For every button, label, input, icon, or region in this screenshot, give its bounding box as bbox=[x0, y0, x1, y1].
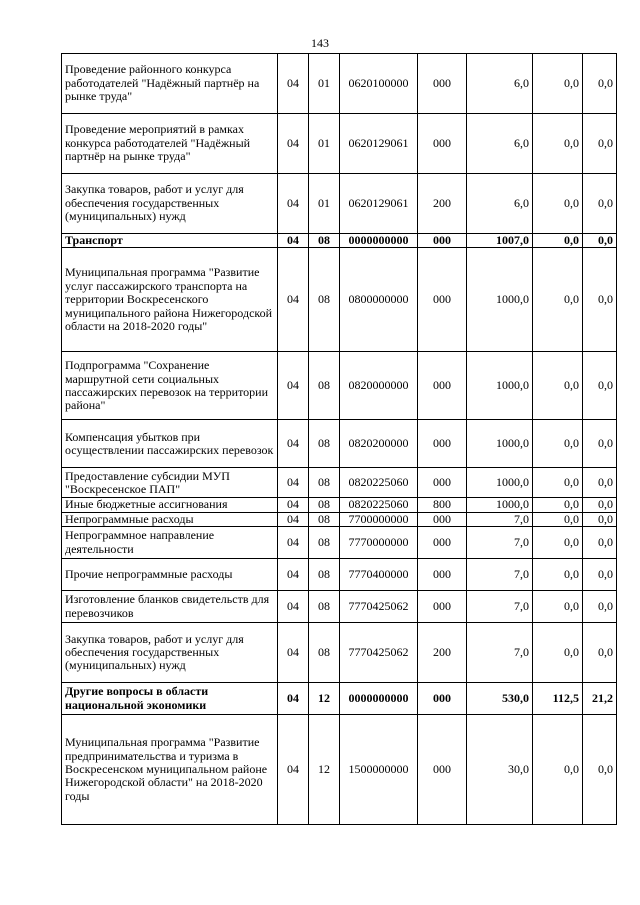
target-article-cell: 7770400000 bbox=[340, 559, 418, 591]
table-row bbox=[62, 174, 617, 234]
amount-planned-cell: 1000,0 bbox=[467, 468, 533, 498]
section-code-cell: 04 bbox=[278, 498, 309, 512]
amount-planned-cell: 1000,0 bbox=[467, 248, 533, 352]
section-code-cell: 04 bbox=[278, 114, 309, 174]
expense-name-cell: Транспорт bbox=[62, 234, 278, 248]
table-row bbox=[62, 420, 617, 468]
percent-cell: 0,0 bbox=[583, 54, 617, 114]
section-code-cell: 04 bbox=[278, 683, 309, 715]
section-code-cell: 04 bbox=[278, 591, 309, 623]
page-number: 143 bbox=[311, 36, 329, 50]
target-article-cell: 0820200000 bbox=[340, 420, 418, 468]
expense-type-cell: 000 bbox=[418, 559, 467, 591]
amount-planned-cell: 30,0 bbox=[467, 715, 533, 825]
section-code-cell: 04 bbox=[278, 234, 309, 248]
expense-name-cell: Предоставление субсидии МУП "Воскресенское ПАП" bbox=[62, 468, 278, 498]
table-row bbox=[62, 527, 617, 559]
expense-name-cell: Иные бюджетные ассигнования bbox=[62, 498, 278, 512]
table-row bbox=[62, 234, 617, 248]
subsection-code-cell: 08 bbox=[309, 352, 340, 420]
expense-type-cell: 000 bbox=[418, 248, 467, 352]
amount-planned-cell: 7,0 bbox=[467, 623, 533, 683]
percent-cell: 0,0 bbox=[583, 468, 617, 498]
subsection-code-cell: 08 bbox=[309, 623, 340, 683]
amount-planned-cell: 7,0 bbox=[467, 527, 533, 559]
subsection-code-cell: 01 bbox=[309, 114, 340, 174]
target-article-cell: 1500000000 bbox=[340, 715, 418, 825]
expense-type-cell: 000 bbox=[418, 683, 467, 715]
section-code-cell: 04 bbox=[278, 352, 309, 420]
amount-planned-cell: 7,0 bbox=[467, 512, 533, 526]
table-row bbox=[62, 498, 617, 512]
table-row bbox=[62, 715, 617, 825]
percent-cell: 0,0 bbox=[583, 420, 617, 468]
section-code-cell: 04 bbox=[278, 54, 309, 114]
table-row bbox=[62, 54, 617, 114]
table-row bbox=[62, 559, 617, 591]
amount-planned-cell: 1000,0 bbox=[467, 498, 533, 512]
expense-type-cell: 000 bbox=[418, 234, 467, 248]
expense-name-cell: Муниципальная программа "Развитие услуг пассажирского транспорта на территории Воскресенского муниципального района Нижегородской области на 2018-2020 годы" bbox=[62, 248, 278, 352]
expense-name-cell: Компенсация убытков при осуществлении пассажирских перевозок bbox=[62, 420, 278, 468]
expense-name-cell: Закупка товаров, работ и услуг для обеспечения государственных (муниципальных) нужд bbox=[62, 623, 278, 683]
section-code-cell: 04 bbox=[278, 623, 309, 683]
percent-cell: 0,0 bbox=[583, 174, 617, 234]
target-article-cell: 0620129061 bbox=[340, 114, 418, 174]
target-article-cell: 0000000000 bbox=[340, 234, 418, 248]
section-code-cell: 04 bbox=[278, 174, 309, 234]
target-article-cell: 0620100000 bbox=[340, 54, 418, 114]
expense-name-cell: Подпрограмма "Сохранение маршрутной сети социальных пассажирских перевозок на территории района" bbox=[62, 352, 278, 420]
target-article-cell: 0800000000 bbox=[340, 248, 418, 352]
section-code-cell: 04 bbox=[278, 527, 309, 559]
subsection-code-cell: 12 bbox=[309, 683, 340, 715]
amount-executed-cell: 0,0 bbox=[533, 559, 583, 591]
amount-planned-cell: 1007,0 bbox=[467, 234, 533, 248]
subsection-code-cell: 08 bbox=[309, 559, 340, 591]
amount-executed-cell: 0,0 bbox=[533, 468, 583, 498]
expense-name-cell: Другие вопросы в области национальной экономики bbox=[62, 683, 278, 715]
target-article-cell: 0000000000 bbox=[340, 683, 418, 715]
amount-planned-cell: 6,0 bbox=[467, 54, 533, 114]
budget-table bbox=[61, 53, 617, 825]
amount-executed-cell: 0,0 bbox=[533, 420, 583, 468]
expense-name-cell: Муниципальная программа "Развитие предпринимательства и туризма в Воскресенском муниципальном районе Нижегородской области" на 2018-2020 годы bbox=[62, 715, 278, 825]
target-article-cell: 7770425062 bbox=[340, 623, 418, 683]
subsection-code-cell: 01 bbox=[309, 54, 340, 114]
amount-executed-cell: 0,0 bbox=[533, 114, 583, 174]
amount-planned-cell: 6,0 bbox=[467, 114, 533, 174]
percent-cell: 0,0 bbox=[583, 114, 617, 174]
target-article-cell: 0820000000 bbox=[340, 352, 418, 420]
amount-planned-cell: 1000,0 bbox=[467, 352, 533, 420]
percent-cell: 0,0 bbox=[583, 234, 617, 248]
expense-type-cell: 000 bbox=[418, 114, 467, 174]
expense-type-cell: 000 bbox=[418, 591, 467, 623]
expense-name-cell: Проведение районного конкурса работодателей "Надёжный партнёр на рынке труда" bbox=[62, 54, 278, 114]
target-article-cell: 0620129061 bbox=[340, 174, 418, 234]
table-row bbox=[62, 512, 617, 526]
percent-cell: 0,0 bbox=[583, 591, 617, 623]
expense-name-cell: Прочие непрограммные расходы bbox=[62, 559, 278, 591]
subsection-code-cell: 08 bbox=[309, 498, 340, 512]
percent-cell: 0,0 bbox=[583, 623, 617, 683]
expense-type-cell: 000 bbox=[418, 715, 467, 825]
amount-executed-cell: 0,0 bbox=[533, 54, 583, 114]
section-code-cell: 04 bbox=[278, 559, 309, 591]
section-code-cell: 04 bbox=[278, 248, 309, 352]
amount-executed-cell: 0,0 bbox=[533, 174, 583, 234]
amount-executed-cell: 0,0 bbox=[533, 498, 583, 512]
section-code-cell: 04 bbox=[278, 468, 309, 498]
amount-executed-cell: 0,0 bbox=[533, 234, 583, 248]
expense-type-cell: 000 bbox=[418, 420, 467, 468]
expense-type-cell: 800 bbox=[418, 498, 467, 512]
table-row bbox=[62, 114, 617, 174]
expense-name-cell: Непрограммное направление деятельности bbox=[62, 527, 278, 559]
amount-executed-cell: 0,0 bbox=[533, 352, 583, 420]
amount-planned-cell: 7,0 bbox=[467, 591, 533, 623]
subsection-code-cell: 12 bbox=[309, 715, 340, 825]
percent-cell: 0,0 bbox=[583, 715, 617, 825]
amount-planned-cell: 1000,0 bbox=[467, 420, 533, 468]
target-article-cell: 7770000000 bbox=[340, 527, 418, 559]
expense-type-cell: 000 bbox=[418, 468, 467, 498]
amount-executed-cell: 0,0 bbox=[533, 591, 583, 623]
expense-type-cell: 000 bbox=[418, 527, 467, 559]
expense-name-cell: Закупка товаров, работ и услуг для обеспечения государственных (муниципальных) нужд bbox=[62, 174, 278, 234]
percent-cell: 0,0 bbox=[583, 248, 617, 352]
expense-type-cell: 200 bbox=[418, 623, 467, 683]
amount-executed-cell: 0,0 bbox=[533, 715, 583, 825]
expense-type-cell: 000 bbox=[418, 352, 467, 420]
subsection-code-cell: 08 bbox=[309, 512, 340, 526]
table-row bbox=[62, 248, 617, 352]
subsection-code-cell: 08 bbox=[309, 248, 340, 352]
table-row bbox=[62, 683, 617, 715]
expense-name-cell: Проведение мероприятий в рамках конкурса работодателей "Надёжный партнёр на рынке труда" bbox=[62, 114, 278, 174]
percent-cell: 21,2 bbox=[583, 683, 617, 715]
section-code-cell: 04 bbox=[278, 420, 309, 468]
amount-planned-cell: 6,0 bbox=[467, 174, 533, 234]
table-row bbox=[62, 591, 617, 623]
amount-executed-cell: 0,0 bbox=[533, 248, 583, 352]
target-article-cell: 0820225060 bbox=[340, 468, 418, 498]
amount-executed-cell: 0,0 bbox=[533, 512, 583, 526]
section-code-cell: 04 bbox=[278, 715, 309, 825]
table-row bbox=[62, 468, 617, 498]
amount-planned-cell: 7,0 bbox=[467, 559, 533, 591]
expense-type-cell: 000 bbox=[418, 54, 467, 114]
percent-cell: 0,0 bbox=[583, 352, 617, 420]
subsection-code-cell: 08 bbox=[309, 420, 340, 468]
amount-planned-cell: 530,0 bbox=[467, 683, 533, 715]
subsection-code-cell: 08 bbox=[309, 234, 340, 248]
section-code-cell: 04 bbox=[278, 512, 309, 526]
expense-type-cell: 000 bbox=[418, 512, 467, 526]
target-article-cell: 0820225060 bbox=[340, 498, 418, 512]
expense-name-cell: Изготовление бланков свидетельств для перевозчиков bbox=[62, 591, 278, 623]
subsection-code-cell: 01 bbox=[309, 174, 340, 234]
subsection-code-cell: 08 bbox=[309, 591, 340, 623]
expense-name-cell: Непрограммные расходы bbox=[62, 512, 278, 526]
table-row bbox=[62, 352, 617, 420]
percent-cell: 0,0 bbox=[583, 559, 617, 591]
expense-type-cell: 200 bbox=[418, 174, 467, 234]
amount-executed-cell: 112,5 bbox=[533, 683, 583, 715]
target-article-cell: 7770425062 bbox=[340, 591, 418, 623]
target-article-cell: 7700000000 bbox=[340, 512, 418, 526]
table-row bbox=[62, 623, 617, 683]
amount-executed-cell: 0,0 bbox=[533, 623, 583, 683]
subsection-code-cell: 08 bbox=[309, 468, 340, 498]
percent-cell: 0,0 bbox=[583, 512, 617, 526]
percent-cell: 0,0 bbox=[583, 498, 617, 512]
percent-cell: 0,0 bbox=[583, 527, 617, 559]
subsection-code-cell: 08 bbox=[309, 527, 340, 559]
amount-executed-cell: 0,0 bbox=[533, 527, 583, 559]
